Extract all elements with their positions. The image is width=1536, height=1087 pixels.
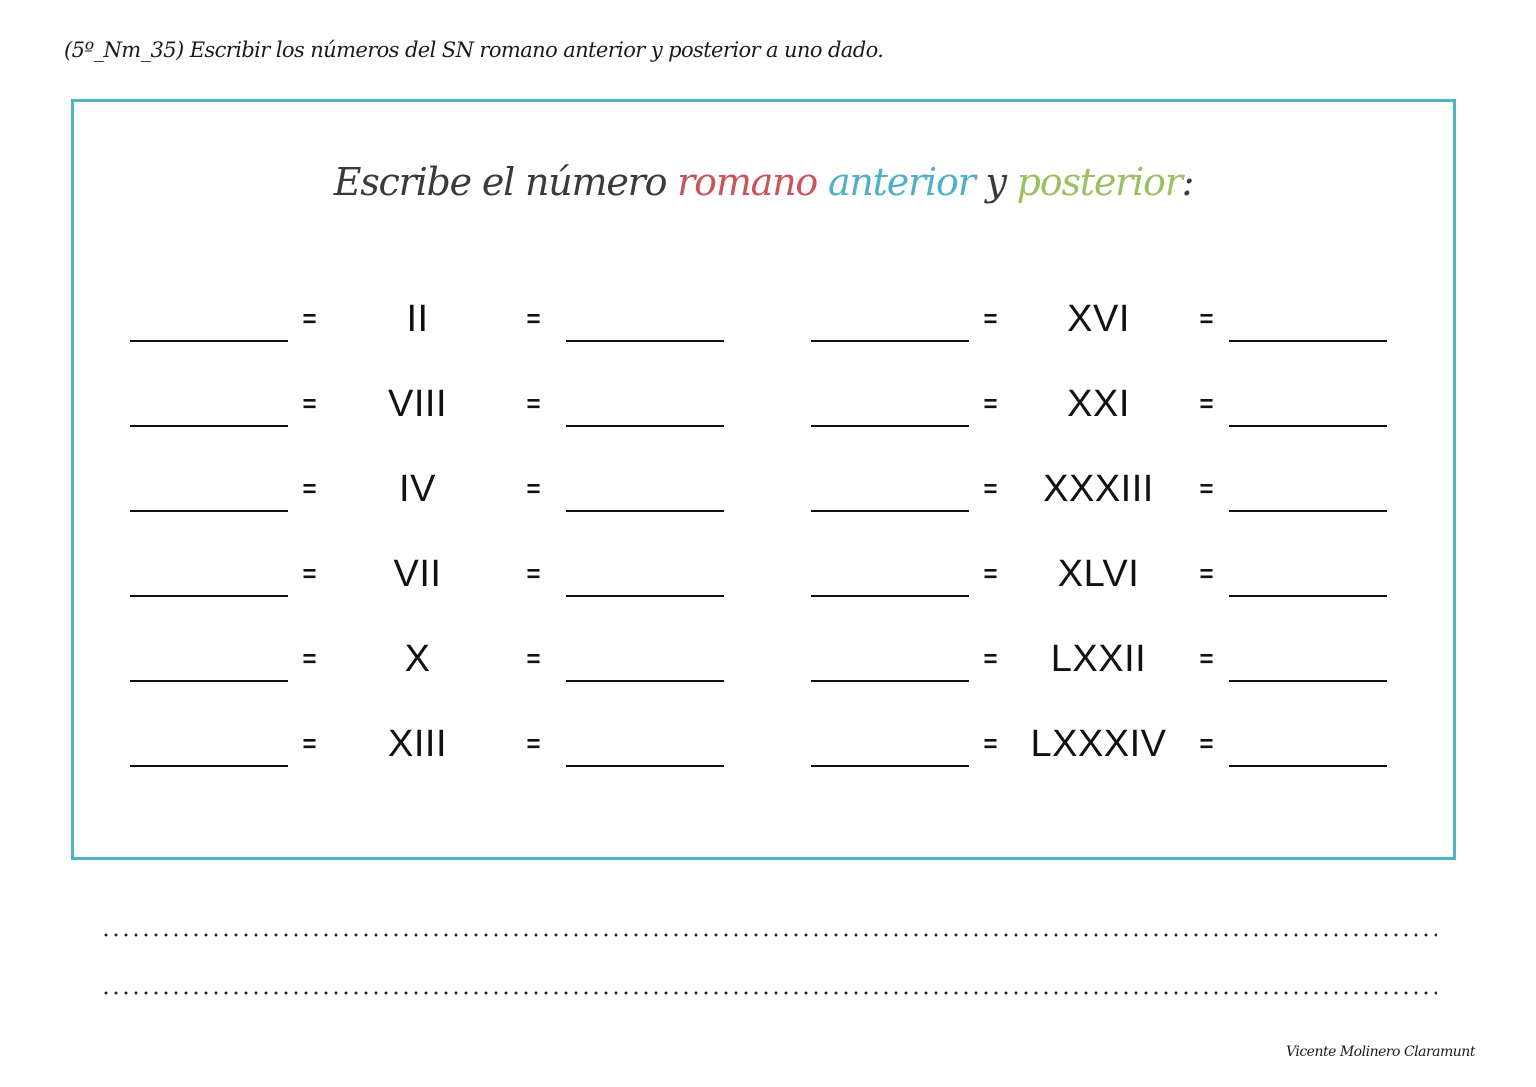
roman-numeral: XVI: [1067, 297, 1130, 340]
equals-sign: =: [983, 645, 998, 673]
title-part-romano: romano: [677, 160, 818, 204]
author-credit: Vicente Molinero Claramunt: [1286, 1044, 1475, 1060]
next-number-blank[interactable]: [566, 510, 724, 512]
equals-sign: =: [1199, 730, 1214, 758]
answer-dotted-line-1[interactable]: [101, 933, 1437, 937]
equals-sign: =: [302, 560, 317, 588]
equals-sign: =: [526, 305, 541, 333]
equals-sign: =: [1199, 390, 1214, 418]
roman-numeral: IV: [399, 467, 436, 510]
equals-sign: =: [526, 390, 541, 418]
next-number-blank[interactable]: [566, 425, 724, 427]
title-part-posterior: posterior: [1016, 160, 1182, 204]
previous-number-blank[interactable]: [130, 765, 288, 767]
equals-sign: =: [983, 390, 998, 418]
worksheet-frame: [71, 99, 1456, 860]
equals-sign: =: [1199, 645, 1214, 673]
previous-number-blank[interactable]: [130, 425, 288, 427]
equals-sign: =: [983, 560, 998, 588]
next-number-blank[interactable]: [566, 340, 724, 342]
previous-number-blank[interactable]: [130, 680, 288, 682]
next-number-blank[interactable]: [1229, 680, 1387, 682]
previous-number-blank[interactable]: [811, 425, 969, 427]
previous-number-blank[interactable]: [811, 340, 969, 342]
exercise-instruction: (5º_Nm_35) Escribir los números del SN romano anterior y posterior a uno dado.: [64, 38, 884, 62]
title-part-colon: :: [1181, 160, 1194, 204]
roman-numeral: LXXXIV: [1030, 722, 1167, 765]
title-part-4: y: [974, 160, 1017, 204]
roman-numeral: XXXIII: [1043, 467, 1154, 510]
next-number-blank[interactable]: [1229, 595, 1387, 597]
equals-sign: =: [302, 730, 317, 758]
equals-sign: =: [983, 475, 998, 503]
previous-number-blank[interactable]: [130, 595, 288, 597]
title-part-2: [817, 160, 828, 204]
title-part-0: Escribe el número: [333, 160, 678, 204]
next-number-blank[interactable]: [566, 765, 724, 767]
previous-number-blank[interactable]: [811, 595, 969, 597]
previous-number-blank[interactable]: [811, 680, 969, 682]
roman-numeral: XXI: [1067, 382, 1130, 425]
worksheet-title: [74, 160, 1453, 204]
previous-number-blank[interactable]: [811, 510, 969, 512]
next-number-blank[interactable]: [1229, 510, 1387, 512]
roman-numeral: X: [404, 637, 431, 680]
next-number-blank[interactable]: [1229, 340, 1387, 342]
equals-sign: =: [983, 730, 998, 758]
equals-sign: =: [526, 730, 541, 758]
equals-sign: =: [1199, 305, 1214, 333]
equals-sign: =: [302, 390, 317, 418]
answer-dotted-line-2[interactable]: [101, 991, 1437, 995]
roman-numeral: LXXII: [1050, 637, 1147, 680]
equals-sign: =: [302, 305, 317, 333]
roman-numeral: VIII: [387, 382, 448, 425]
next-number-blank[interactable]: [1229, 765, 1387, 767]
equals-sign: =: [526, 475, 541, 503]
title-part-anterior: anterior: [827, 160, 975, 204]
equals-sign: =: [302, 645, 317, 673]
next-number-blank[interactable]: [566, 595, 724, 597]
equals-sign: =: [526, 645, 541, 673]
previous-number-blank[interactable]: [130, 510, 288, 512]
roman-numeral: XIII: [387, 722, 448, 765]
next-number-blank[interactable]: [566, 680, 724, 682]
equals-sign: =: [1199, 560, 1214, 588]
equals-sign: =: [302, 475, 317, 503]
next-number-blank[interactable]: [1229, 425, 1387, 427]
equals-sign: =: [983, 305, 998, 333]
roman-numeral: VII: [393, 552, 442, 595]
equals-sign: =: [1199, 475, 1214, 503]
previous-number-blank[interactable]: [130, 340, 288, 342]
previous-number-blank[interactable]: [811, 765, 969, 767]
equals-sign: =: [526, 560, 541, 588]
roman-numeral: II: [406, 297, 429, 340]
roman-numeral: XLVI: [1057, 552, 1140, 595]
